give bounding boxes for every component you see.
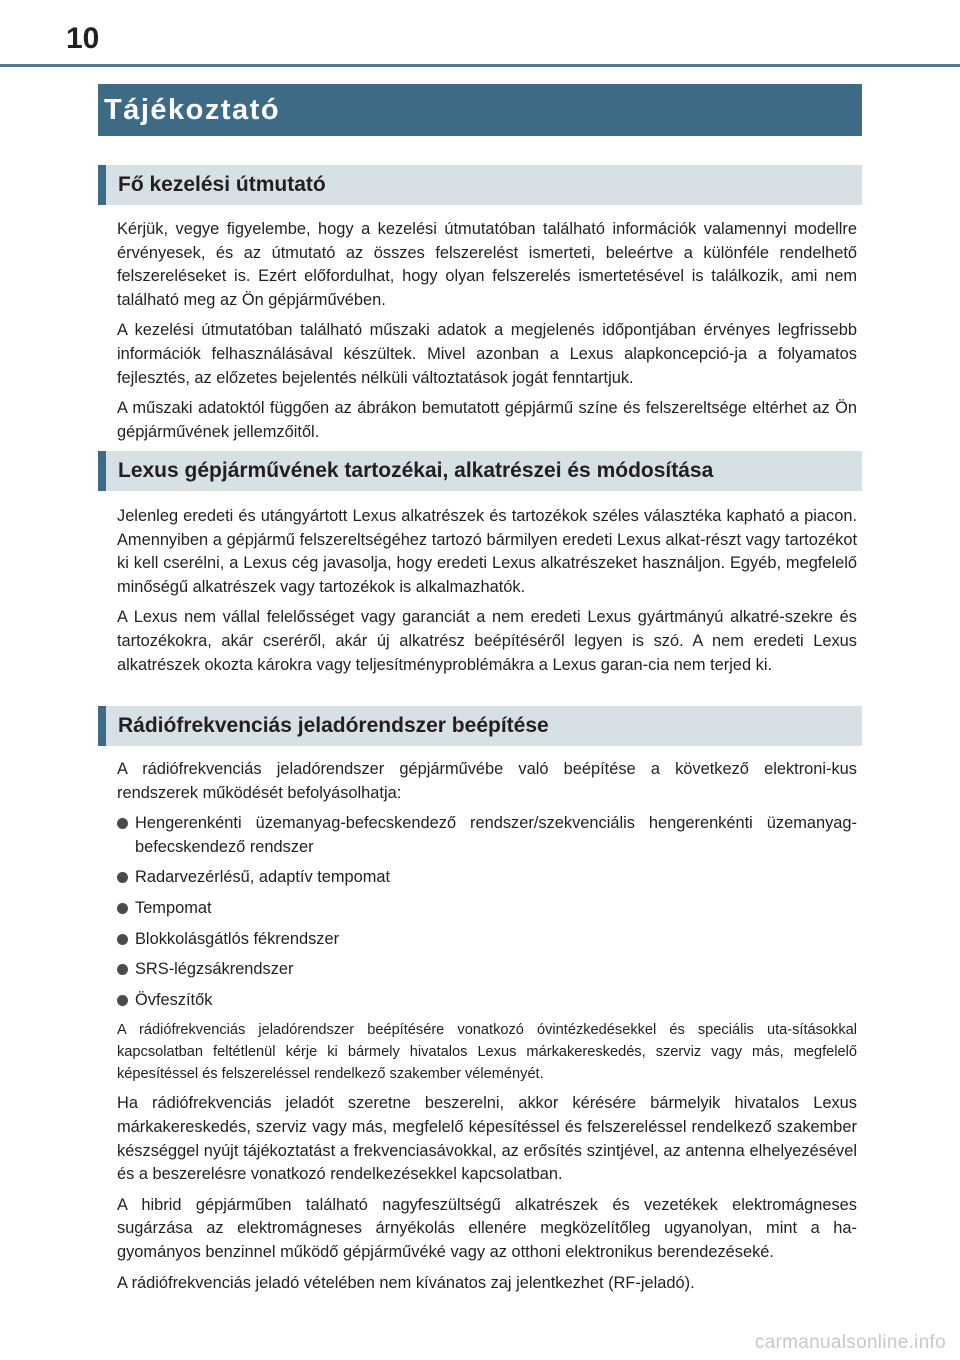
section-body-main-manual [117,218,857,451]
paragraph: A hibrid gépjárműben található nagyfeszültségű alkatrészek és vezetékek elektromágneses sugárzása az elektromágneses árnyékolás ellenére megközelítőleg ugyanolyan, mint a ha-gyományos benzinnel működő gépjárművéké vagy az otthoni elektronikus berendezéseké. [117,1195,857,1261]
paragraph: Kérjük, vegye figyelembe, hogy a kezelési útmutatóban található információk valamennyi modellre érvényesek, és az útmutató az összes felszerelést ismerteti, beleértve a különféle rendelhető felszereléseket is. Ezért előfordulhat, hogy olyan felszerelés ismertetésével is találkozik, ami nem található meg az Ön gépjárművében. [117,220,857,309]
list-item [117,897,857,921]
list-item-text: Tempomat [135,898,212,917]
page-number: 10 [66,22,100,55]
list-item [117,989,857,1013]
paragraph: A rádiófrekvenciás jeladó vételében nem kívánatos zaj jelentkezhet (RF-jeladó). [117,1273,695,1292]
list-item [117,866,857,890]
list-item [117,928,857,952]
bullet-icon [117,903,128,914]
watermark: carmanualsonline.info [754,1332,946,1353]
section-heading-rf-transmitter: Rádiófrekvenciás jeladórendszer beépítése [98,706,862,746]
top-rule [0,64,960,67]
bullet-icon [117,964,128,975]
section-heading-accessories: Lexus gépjárművének tartozékai, alkatrészei és módosítása [98,451,862,491]
list-item-text: Blokkolásgátlós fékrendszer [135,929,340,948]
list-item-text: Hengerenkénti üzemanyag-befecskendező rendszer/szekvenciális hengerenkénti üzemanyag-befecskendező rendszer [135,814,857,856]
section-body-accessories [117,505,857,684]
bullet-icon [117,934,128,945]
list-item-text: Övfeszítők [135,990,213,1009]
list-item-text: Radarvezérlésű, adaptív tempomat [135,868,391,887]
paragraph: Ha rádiófrekvenciás jeladót szeretne beszerelni, akkor kérésére bármelyik hivatalos Lexus márkakereskedés, szerviz vagy más, megfelelő képesítéssel és felszereléssel rendelkező szakember készséggel nyújt tájékoztatást a frekvenciasávokkal, az erősítés szintjével, az antenna elhelyezésével és a beszerelésre vonatkozó rendelkezésekkel kapcsolatban. [117,1094,857,1184]
list-item-text: SRS-légzsákrendszer [135,960,294,979]
section-body-rf-transmitter [117,758,857,1302]
bullet-icon [117,872,128,883]
page-title: Tájékoztató [98,84,862,136]
paragraph: Jelenleg eredeti és utángyártott Lexus alkatrészek és tartozékok széles választéka kapható a piacon. Amennyiben a gépjármű felszereltségéhez tartozó bármilyen eredeti Lexus alkat-részt vagy tartozékot ki kell cserélni, a Lexus cég javasolja, hogy eredeti Lexus alkatrészeket használjon. Egyéb, megfelelő minőségű alkatrészek vagy tartozékok is alkalmazhatók. [117,507,857,596]
section-heading-main-manual: Fő kezelési útmutató [98,165,862,205]
list-item [117,812,857,859]
bullet-icon [117,995,128,1006]
list-item [117,958,857,982]
paragraph: A rádiófrekvenciás jeladórendszer gépjárművébe való beépítése a következő elektroni-kus rendszerek működését befolyásolhatja: [117,760,857,802]
paragraph: A Lexus nem vállal felelősséget vagy garanciát a nem eredeti Lexus gyártmányú alkatré-szekre és tartozékokra, akár cseréről, akár új alkatrész beépítéséről legyen is szó. A nem eredeti Lexus alkatrészek okozta károkra vagy teljesítményproblémákra a Lexus garan-cia nem terjed ki. [117,608,857,674]
paragraph: A kezelési útmutatóban található műszaki adatok a megjelenés időpontjában érvényes legfrissebb információk felhasználásával készültek. Mivel azonban a Lexus alapkoncepció-ja a folyamatos fejlesztés, az előzetes bejelentés nélküli változtatások jogát fenntartjuk. [117,321,857,387]
bullet-icon [117,818,128,829]
note-paragraph: A rádiófrekvenciás jeladórendszer beépítésére vonatkozó óvintézkedésekkel és speciális uta-sításokkal kapcsolatban feltétlenül kérje ki bármely hivatalos Lexus márkakereskedés, szerviz vagy más, megfelelő képesítéssel és felszereléssel rendelkező szakember véleményét. [117,1022,857,1083]
paragraph: A műszaki adatoktól függően az ábrákon bemutatott gépjármű színe és felszereltsége eltérhet az Ön gépjárművének jellemzőitől. [117,399,857,441]
